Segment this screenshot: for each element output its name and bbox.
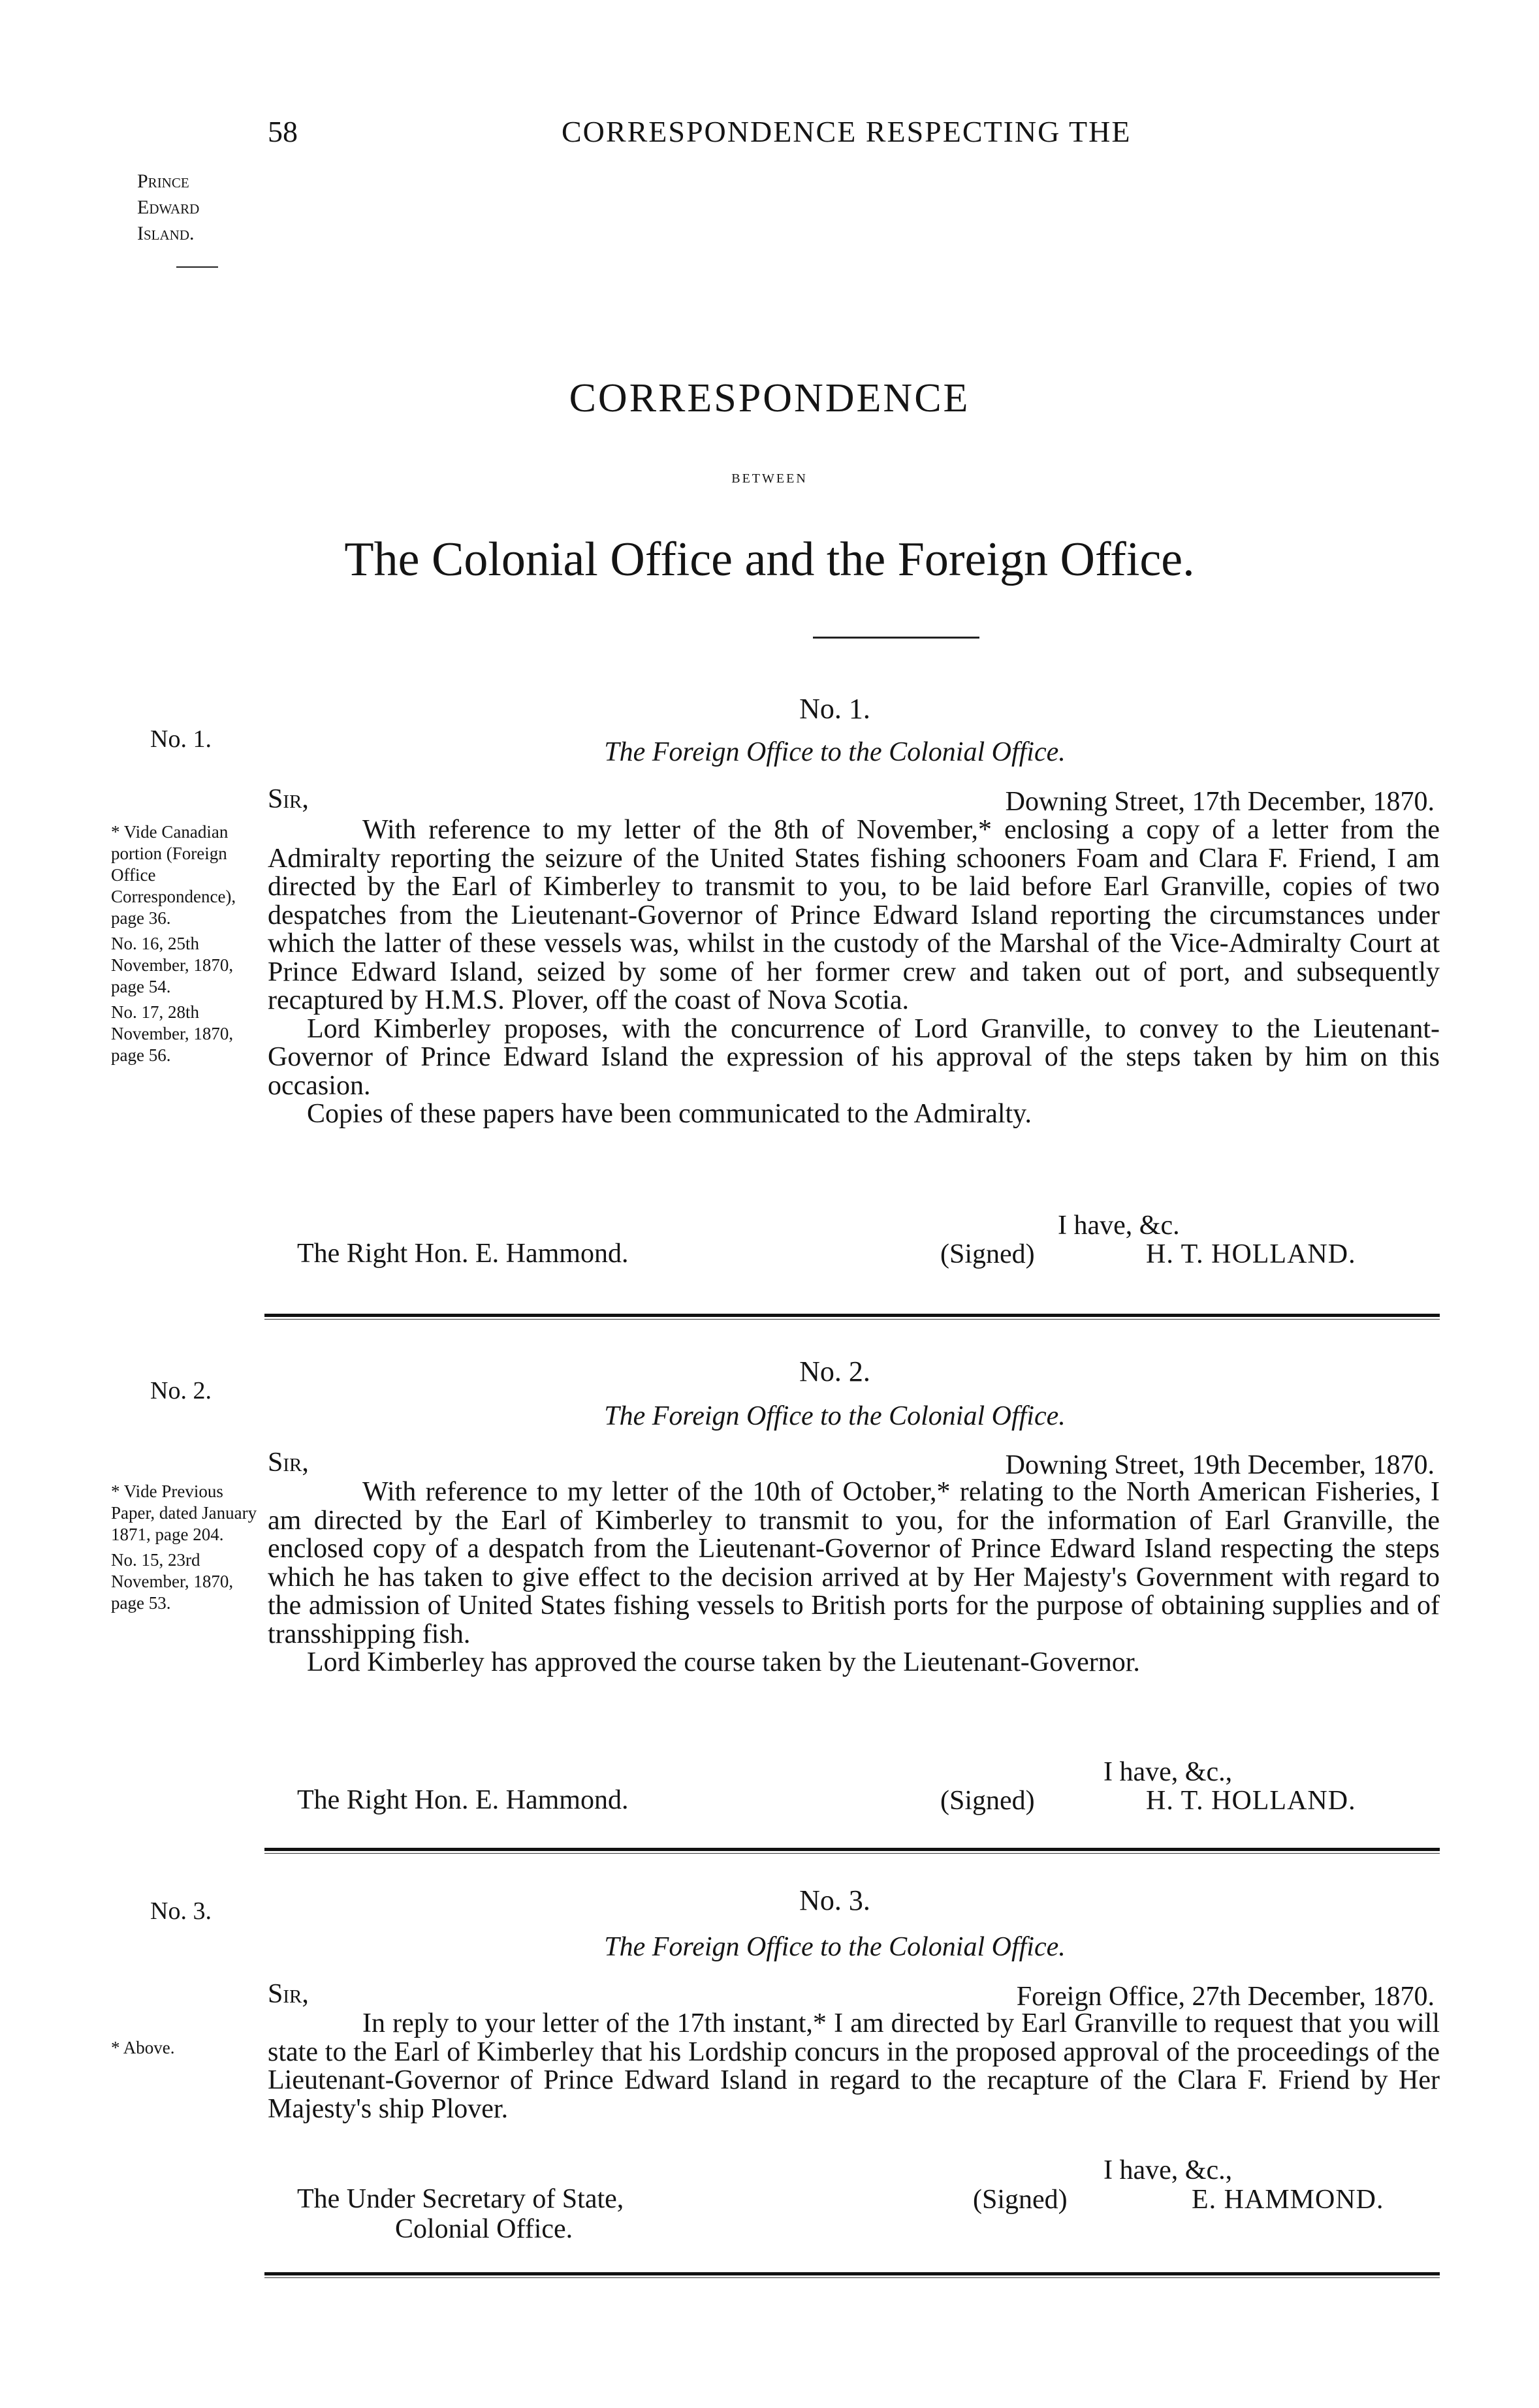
running-title: CORRESPONDENCE RESPECTING THE: [562, 115, 1132, 148]
paragraph: Copies of these papers have been communicated to the Admiralty.: [307, 1099, 1032, 1129]
addressee-line: The Right Hon. E. Hammond.: [297, 1785, 629, 1815]
margin-note-item: No. 16, 25th November, 1870, page 54.: [111, 934, 234, 996]
margin-note: [111, 821, 268, 1066]
margin-note-item: * Vide Canadian portion (Foreign Office Correspondence), page 36.: [111, 822, 236, 928]
closing: I have, &c.: [1058, 1211, 1180, 1241]
date-line: Downing Street, 19th December, 1870.: [1005, 1450, 1435, 1480]
addressee: [297, 1239, 628, 1269]
section-divider: [264, 1314, 1440, 1317]
section-divider: [264, 1848, 1440, 1851]
section-tag-rule: [176, 266, 218, 268]
signed-label: (Signed): [940, 1786, 1035, 1816]
addressee: [297, 1785, 628, 1815]
subtitle: The Colonial Office and the Foreign Office.: [344, 533, 1195, 586]
paragraph: With reference to my letter of the 10th of October,* relating to the North American Fisheries, I am directed by the Earl of Kimberley to transmit to you, for the information of Earl Granville, the enclosed copy of a despatch from the Lieutenant-Governor of Prince Edward Island respecting the steps which he has taken to give effect to the decision arrived at by Her Majesty's Government with regard to the admission of United States fishing vessels to British ports for the purpose of obtaining supplies and of transshipping fish.: [268, 1477, 1440, 1649]
margin-note: [111, 1481, 268, 1614]
salutation: Sir,: [268, 1979, 309, 2009]
letter-number: No. 3.: [799, 1884, 870, 1916]
letter-body: [268, 1478, 1440, 1677]
letter-number: No. 1.: [799, 693, 870, 725]
signed-label: (Signed): [973, 2185, 1068, 2215]
paragraph: Lord Kimberley proposes, with the concurrence of Lord Granville, to convey to the Lieutenant-Governor of Prince Edward Island the expression of his approval of the steps taken by him on this occasion.: [268, 1013, 1440, 1101]
salutation: Sir,: [268, 784, 309, 814]
section-divider: [264, 2272, 1440, 2275]
main-title: CORRESPONDENCE: [569, 376, 970, 420]
signed-label: (Signed): [940, 1239, 1035, 1269]
between-label: BETWEEN: [731, 471, 808, 486]
date-line: Foreign Office, 27th December, 1870.: [1016, 1982, 1435, 2012]
closing: I have, &c.,: [1103, 2155, 1233, 2185]
section-tag-line: Island.: [137, 223, 195, 244]
letter-heading: The Foreign Office to the Colonial Office.: [604, 1932, 1066, 1962]
paragraph: Lord Kimberley has approved the course taken by the Lieutenant-Governor.: [307, 1647, 1140, 1677]
addressee-line: Colonial Office.: [395, 2214, 573, 2244]
paragraph: With reference to my letter of the 8th of November,* enclosing a copy of a letter from the Admiralty reporting the seizure of the United States fishing schooners Foam and Clara F. Friend, I am directed by the Earl of Kimberley to transmit to you, to be laid before Earl Granville, copies of two despatches from the Lieutenant-Governor of Prince Edward Island reporting the circumstances under which the latter of these vessels was, whilst in the custody of the Marshal of the Vice-Admiralty Court at Prince Edward Island, seized by some of her former crew and taken out of port, and subsequently recaptured by H.M.S. Plover, off the coast of Nova Scotia.: [268, 815, 1440, 1015]
addressee-line: The Right Hon. E. Hammond.: [297, 1239, 629, 1269]
margin-letter-number: No. 1.: [150, 725, 212, 753]
section-tag-line: Prince: [137, 170, 189, 192]
signer: E. HAMMOND.: [1192, 2185, 1384, 2215]
date-line: Downing Street, 17th December, 1870.: [1005, 787, 1435, 817]
margin-letter-number: No. 2.: [150, 1377, 212, 1404]
margin-note-item: No. 15, 23rd November, 1870, page 53.: [111, 1550, 234, 1613]
section-tag-line: Edward: [137, 197, 200, 218]
closing: I have, &c.,: [1103, 1757, 1233, 1787]
margin-letter-number: No. 3.: [150, 1897, 212, 1925]
page-number: 58: [268, 115, 298, 148]
addressee-line: The Under Secretary of State,: [297, 2184, 624, 2214]
margin-note-item: No. 17, 28th November, 1870, page 56.: [111, 1002, 234, 1065]
section-tag: [137, 168, 199, 247]
signer: H. T. HOLLAND.: [1146, 1786, 1356, 1816]
salutation: Sir,: [268, 1448, 309, 1478]
title-divider: [813, 637, 979, 639]
signer: H. T. HOLLAND.: [1146, 1239, 1356, 1269]
margin-note-item: * Above.: [111, 2038, 175, 2057]
addressee: [297, 2184, 624, 2244]
letter-body: [268, 2010, 1440, 2123]
letter-heading: The Foreign Office to the Colonial Office.: [604, 737, 1066, 767]
letter-body: [268, 816, 1440, 1129]
letter-number: No. 2.: [799, 1355, 870, 1387]
letter-heading: The Foreign Office to the Colonial Office.: [604, 1401, 1066, 1431]
margin-note-item: * Vide Previous Paper, dated January 1871, page 204.: [111, 1481, 257, 1544]
margin-note: [111, 2037, 268, 2059]
paragraph: In reply to your letter of the 17th instant,* I am directed by Earl Granville to request that you will state to the Earl of Kimberley that his Lordship concurs in the proposed approval of the proceedings of the Lieutenant-Governor of Prince Edward Island in regard to the recapture of the Clara F. Friend by Her Majesty's ship Plover.: [268, 2008, 1440, 2124]
